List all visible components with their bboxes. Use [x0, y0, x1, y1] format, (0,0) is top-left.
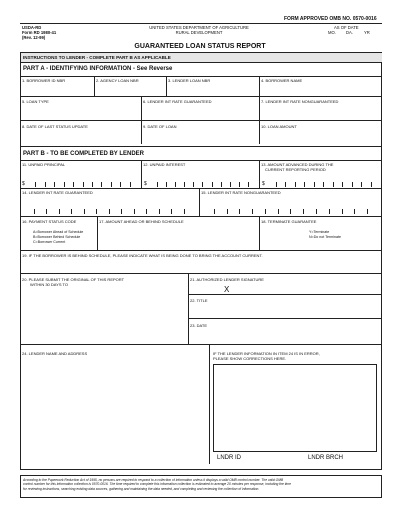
last-status-update-label: 8. DATE OF LAST STATUS UPDATE [22, 124, 88, 129]
lender-rate-guaranteed-label: 6. LENDER INT RATE GUARANTEED [143, 99, 212, 104]
lender-name-address-label: 24. LENDER NAME AND ADDRESS [22, 351, 88, 356]
loan-type-label: 5. LOAN TYPE [22, 99, 49, 104]
dollar-sign-12: $ [144, 181, 147, 187]
lender-id-label: LNDR ID [217, 455, 242, 461]
title-label: 22. TITLE [190, 298, 208, 303]
signature-x: X [224, 285, 230, 294]
terminate-no: N=Do not Terminate [309, 235, 341, 239]
unpaid-principal-label: 11. UNPAID PRINCIPAL [22, 162, 66, 167]
lender-rate-nonguaranteed-label: 7. LENDER INT RATE NONGUARANTEED [261, 99, 339, 104]
dollar-sign-13: $ [262, 181, 265, 187]
agency-loan-label: 2. AGENCY LOAN NBR [96, 78, 139, 83]
sub-department: RURAL DEVELOPMENT [175, 30, 223, 35]
date-label: 23. DATE [190, 323, 208, 328]
rate-guaranteed-field[interactable] [22, 209, 196, 214]
code-c: C=Borrower Current [33, 240, 66, 244]
part-a-heading: PART A - IDENTIFYING INFORMATION - See Reverse [23, 66, 173, 72]
as-of-date-label: AS OF DATE [334, 25, 359, 30]
notice-line-1: According to the Paperwork Reduction Act of 1995, no persons are required to respond to a collection of information unless it displays a valid OMB control number. The valid OMB [23, 478, 284, 482]
notice-line-2: control number for this information collection is 0570-0016. The time required to complete this information collection is estimated to average 20 minutes per response, including the time [23, 482, 291, 487]
date-of-loan-label: 9. DATE OF LOAN [143, 124, 177, 129]
amount-advanced-field[interactable] [267, 182, 380, 187]
agency-code: USDA-RD [22, 25, 42, 30]
lender-loan-label: 3. LENDER LOAN NBR [168, 78, 211, 83]
loan-amount-label: 10. LOAN AMOUNT [261, 124, 297, 129]
unpaid-principal-field[interactable] [27, 182, 139, 187]
borrower-name-label: 4. BORROWER NAME [261, 78, 303, 83]
form-number: Form RD 1980-41 [22, 30, 57, 35]
corrections-box[interactable] [213, 364, 377, 452]
form-revision: (Rev. 12-99) [22, 35, 46, 40]
amount-ahead-behind-label: 17. AMOUNT AHEAD OR BEHIND SCHEDULE [99, 219, 184, 224]
paperwork-notice [23, 478, 379, 491]
year-label: YR [364, 30, 370, 35]
unpaid-interest-field[interactable] [149, 182, 257, 187]
borrower-id-label: 1. BORROWER ID NBR [22, 78, 66, 83]
month-label: MO. [328, 30, 336, 35]
terminate-yes: Y=Terminate [309, 230, 330, 234]
unpaid-interest-label: 12. UNPAID INTEREST [143, 162, 186, 167]
top-rule [20, 23, 382, 24]
correction-label: IF THE LENDER INFORMATION IN ITEM 24 IS IN ERROR, [213, 351, 320, 356]
dollar-sign-11: $ [22, 181, 25, 187]
notice-line-3: for reviewing instructions, searching existing data sources, gathering and maintaining the data needed, and completing and reviewing the collection of information. [23, 486, 260, 491]
code-a: A=Borrower Ahead of Schedule [33, 230, 84, 234]
form-title: GUARANTEED LOAN STATUS REPORT [134, 43, 266, 50]
correction-label-2: PLEASE SHOW CORRECTIONS HERE. [213, 356, 287, 361]
rate-guaranteed-14-label: 14. LENDER INT RATE GUARANTEED [22, 190, 93, 195]
amount-advanced-label: 13. AMOUNT ADVANCED DURING THE [261, 162, 334, 167]
lender-branch-label: LNDR BRCH [308, 455, 344, 461]
signature-label: 21. AUTHORIZED LENDER SIGNATURE [190, 277, 264, 282]
submit-report-label: 20. PLEASE SUBMIT THE ORIGINAL OF THIS REPORT [22, 277, 125, 282]
part-b-heading: PART B - TO BE COMPLETED BY LENDER [23, 151, 145, 157]
terminate-guarantee-label: 18. TERMINATE GUARANTEE [261, 219, 317, 224]
submit-report-label-2: WITHIN 30 DAYS TO [30, 282, 69, 287]
omb-approval: FORM APPROVED OMB NO. 0570-0016 [284, 16, 377, 22]
department-name: UNITED STATES DEPARTMENT OF AGRICULTURE [149, 25, 249, 30]
rate-nonguaranteed-field[interactable] [202, 209, 380, 214]
payment-status-label: 16. PAYMENT STATUS CODE [22, 219, 77, 224]
code-b: B=Borrower Behind Schedule [33, 235, 81, 239]
day-label: DA. [346, 30, 353, 35]
instructions-text: INSTRUCTIONS TO LENDER - COMPLETE PART B AS APPLICABLE [23, 54, 171, 60]
behind-schedule-label: 19. IF THE BORROWER IS BEHIND SCHEDULE, PLEASE INDICATE WHAT IS BEING DONE TO BRING THE ACCOUNT CURRENT. [22, 253, 263, 258]
rate-nonguaranteed-15-label: 15. LENDER INT RATE NONGUARANTEED [201, 190, 281, 195]
amount-advanced-label-2: CURRENT REPORTING PERIOD [265, 167, 326, 172]
